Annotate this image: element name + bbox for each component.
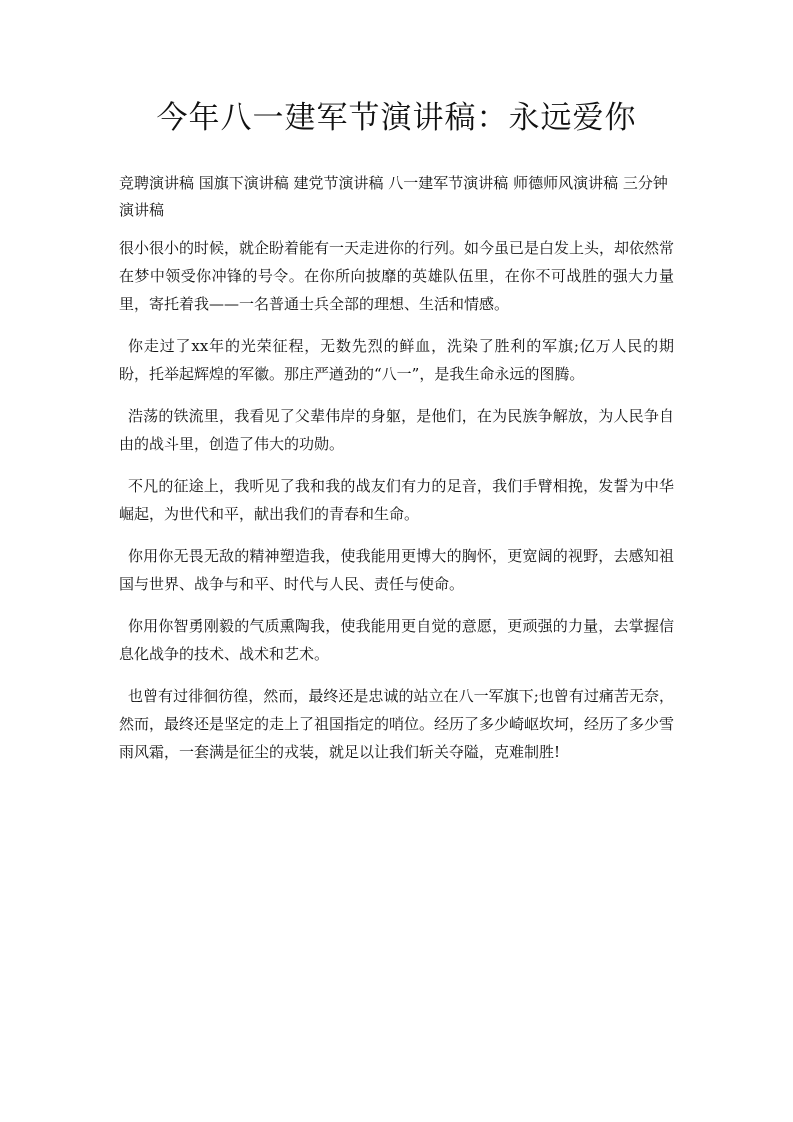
paragraph: 也曾有过徘徊彷徨，然而，最终还是忠诚的站立在八一军旗下;也曾有过痛苦无奈，然而，最终还是坚定的走上了祖国指定的哨位。经历了多少崎岖坎坷，经历了多少雪雨风霜，一套满是征尘的戎装，就足以让我们斩关夺隘，克难制胜! [119,687,675,761]
paragraph: 你用你无畏无敌的精神塑造我，使我能用更博大的胸怀，更宽阔的视野，去感知祖国与世界、战争与和平、时代与人民、责任与使命。 [119,547,674,593]
paragraph: 不凡的征途上，我听见了我和我的战友们有力的足音，我们手臂相挽，发誓为中华崛起，为世代和平，献出我们的青春和生命。 [119,477,674,523]
paragraph: 很小很小的时候，就企盼着能有一天走进你的行列。如今虽已是白发上头，却依然常在梦中领受你冲锋的号令。在你所向披靡的英雄队伍里，在你不可战胜的强大力量里，寄托着我——一名普通士兵全部的理想、生活和情感。 [119,239,675,313]
related-tags: 竞聘演讲稿 国旗下演讲稿 建党节演讲稿 八一建军节演讲稿 师德师风演讲稿 三分钟演讲稿 [119,174,668,219]
paragraph: 你用你智勇刚毅的气质熏陶我，使我能用更自觉的意愿，更顽强的力量，去掌握信息化战争的技术、战术和艺术。 [119,617,674,663]
paragraph: 你走过了xx年的光荣征程，无数先烈的鲜血，洗染了胜利的军旗;亿万人民的期盼，托举起辉煌的军徽。那庄严遒劲的“八一”，是我生命永远的图腾。 [119,337,674,383]
paragraph: 浩荡的铁流里，我看见了父辈伟岸的身躯，是他们，在为民族争解放，为人民争自由的战斗里，创造了伟大的功勋。 [119,407,674,453]
document-title: 今年八一建军节演讲稿：永远爱你 [156,100,637,136]
